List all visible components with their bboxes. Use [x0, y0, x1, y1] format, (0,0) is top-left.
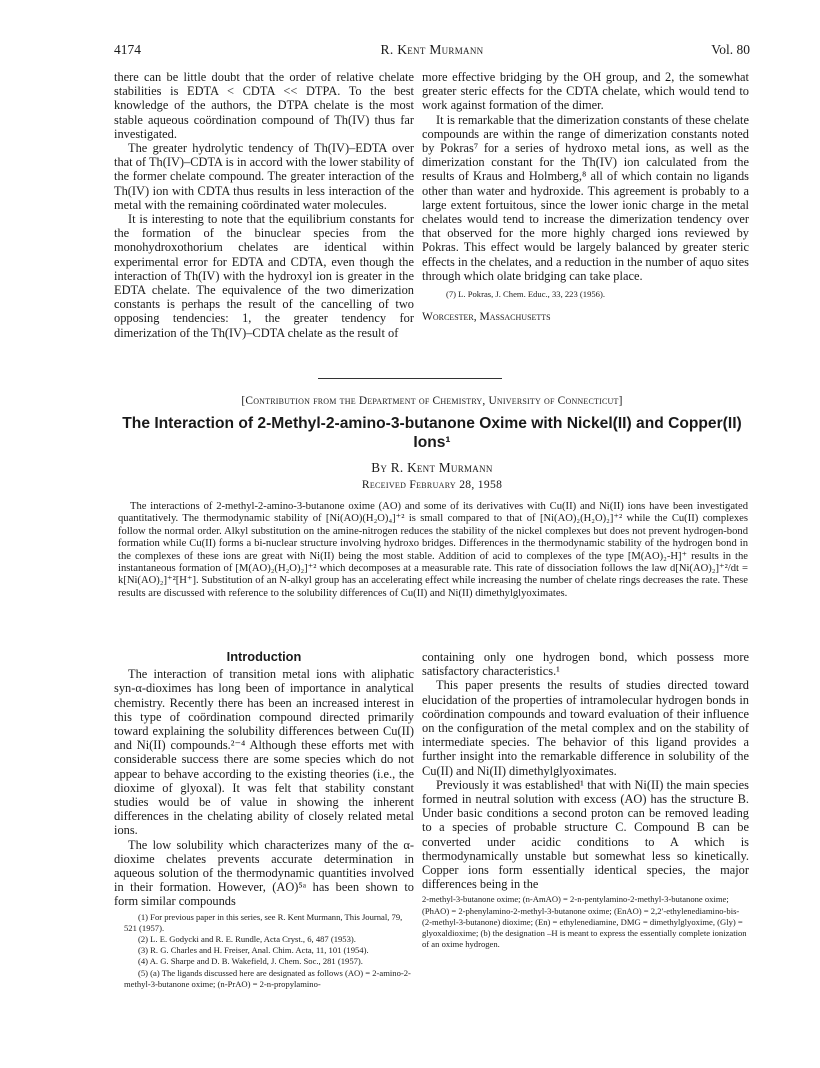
- footnote: (5) (a) The ligands discussed here are designated as follows (AO) = 2-amino-2-methyl-3-butanone oxime; (n-PrAO) = 2-n-propylamino-: [124, 967, 411, 989]
- footnote: (3) R. G. Charles and H. Freiser, Anal. Chim. Acta, 11, 101 (1954).: [138, 945, 369, 956]
- paragraph: It is remarkable that the dimerization constants of these chelate compounds are within the range of dimerization constants noted by Pokras⁷ for a series of hydroxo metal ions, as well as the dimerization constant for the Th(IV) ion calculated from the results of Kraus and Holmberg,⁸ all of which contain no ligands other than water and hydroxide. This agreement is probably to a large extent fortuitous, since the lower ionic charge in the metal chelates would tend to increase the dimerization tendency over that observed for the more highly charged ions reviewed by Pokras. This effect would be largely balanced by greater steric effects in the chelates, and a reduction in the number of aquo sites through which olate bridging can take place.: [422, 112, 749, 283]
- paragraph: there can be little doubt that the order of relative chelate stabilities is EDTA < CDTA << DTPA. To the best knowledge of the authors, the DTPA chelate is the most stable aqueous coördination compound of Th(IV) thus far investigated.: [114, 70, 414, 141]
- running-head: [114, 42, 750, 60]
- paragraph: The low solubility which characterizes many of the α-dioxime chelates prevents accurate determination in aqueous solution of the thermodynamic quantities involved in their formation. However, (AO)⁵ᵃ has been shown to form similar compounds: [114, 837, 414, 909]
- footnotes: [114, 912, 414, 990]
- place-line: Worcester, Massachusetts: [422, 311, 551, 324]
- footnote: (1) For previous paper in this series, see R. Kent Murmann, This Journal, 79, 521 (1957).: [124, 911, 403, 933]
- abstract: The interactions of 2-methyl-2-amino-3-butanone oxime (AO) and some of its derivatives with Cu(II) and Ni(II) ions have been investigated quantitatively. The thermodynamic stability of [Ni(AO)(H₂O)₄]⁺² is small compared to that of [Ni(AO)₂(H₂O)₂]⁺² while the Cu(II) complexes follow the normal order. Alkyl substitution on the amine-nitrogen reduces the stability of the nickel complexes but does not prevent hydrogen-bond formation while Cu(II) forms a bi-nuclear structure involving hydroxo bridges. Differences in the thermodynamic stability of the hydrogen bond in the complexes of these ions are great with Ni(II) being the most stable. Addition of acid to complexes of the type [M(AO)₂-H]⁺ results in the instantaneous formation of [M(AO)₂(H₂O)₂]⁺² which decomposes at a measurable rate. This rate of dissociation follows the law d[Ni(AO)₂]⁺²/dt = k[Ni(AO)₂]⁺²[H⁺]. Substitution of an N-alkyl group has an accelerating effect while increasing the number of chelate rings decreases the rate. These results are discussed with reference to the solubility differences of Cu(II) and Ni(II) dimethylglyoximates.: [118, 501, 748, 599]
- running-author: R. Kent Murmann: [380, 42, 484, 57]
- section-heading: Introduction: [226, 649, 302, 664]
- paragraph: The greater hydrolytic tendency of Th(IV)–EDTA over that of Th(IV)–CDTA is in accord with the lower stability of the former chelate compound. The greater interaction of the Th(IV) ion with CDTA thus results in less interaction of the metal with the remaining coördinated water molecules.: [114, 141, 414, 212]
- paragraph: This paper presents the results of studies directed toward elucidation of the properties of intramolecular hydrogen bonds in coördination compounds and toward evaluation of their influence on the configuration of the metal complex and on the stability of intermediate species. The behavior of this ligand provides a further insight into the remarkable difference in solubility of the Cu(II) and Ni(II) dimethylglyoximates.: [422, 678, 749, 778]
- paragraph: containing only one hydrogen bond, which possess more satisfactory characteristics.¹: [422, 650, 749, 679]
- volume-label: Vol. 80: [711, 42, 750, 57]
- separator-rule: [318, 378, 502, 379]
- page-number: 4174: [114, 42, 141, 57]
- footnote-continuation: 2-methyl-3-butanone oxime; (n-AmAO) = 2-n-pentylamino-2-methyl-3-butanone oxime; (PhAO) = 2-phenylamino-2-methyl-3-butanone oxime; (EnAO) = 2,2′-ethylenediamino-bis-(2-methyl-3-butanone) dioxime; (En) = ethylenediamine, DMG = dimethylglyoxime, (Gly) = glyoxaldioxime; (b) the designation –H is meant to express the essentially complete ionization of an oxime hydrogen.: [422, 894, 747, 950]
- received-date: Received February 28, 1958: [361, 478, 503, 491]
- article-left-column: [114, 650, 414, 990]
- paragraph: more effective bridging by the OH group, and 2, the somewhat greater steric effects for the CDTA chelate, which would tend to work against formation of the dimer.: [422, 70, 749, 113]
- paragraph: Previously it was established¹ that with Ni(II) the main species formed in neutral solution with excess (AO) has the structure B. Under basic conditions a second proton can be removed leading to a species of probable structure C. Compound B can be converted under acidic conditions to A which is thermodynamically unstable but somewhat less so kinetically. Copper ions form essentially identical species, the major differences being in the: [422, 777, 749, 892]
- prev-article-left-column: [114, 70, 414, 340]
- contribution-line: [Contribution from the Department of Chemistry, University of Connecticut]: [241, 395, 623, 407]
- article-right-column: [422, 650, 749, 950]
- byline: By R. Kent Murmann: [371, 460, 493, 475]
- paragraph: It is interesting to note that the equilibrium constants for the formation of the binuclear species from the monohydroxothorium chelates are identical within experimental error for EDTA and CDTA, even though the interaction of Th(IV) with the hydroxyl ion is greater in the EDTA chelate. The equivalence of the two dimerization constants is perhaps the result of the cancelling of two opposing tendencies: 1, the greater tendency for dimerization of the Th(IV)–CDTA chelate as the result of: [114, 212, 414, 340]
- footnote: (4) A. G. Sharpe and D. B. Wakefield, J. Chem. Soc., 281 (1957).: [138, 956, 363, 967]
- footnote-7: (7) L. Pokras, J. Chem. Educ., 33, 223 (1956).: [446, 289, 605, 300]
- footnote: (2) L. E. Godycki and R. E. Rundle, Acta Cryst., 6, 487 (1953).: [138, 934, 356, 945]
- prev-article-right-column: [422, 70, 749, 324]
- article-title: The Interaction of 2-Methyl-2-amino-3-butanone Oxime with Nickel(II) and Copper(II) Ions¹: [122, 415, 742, 451]
- paragraph: The interaction of transition metal ions with aliphatic syn-α-dioximes has long been of importance in analytical chemistry. Recently there has been an increased interest in this type of coördination compound directed primarily toward explaining the solubility differences between Cu(II) and Ni(II) compounds.²⁻⁴ Although these efforts met with considerable success there are some species which do not appear to behave according to the existing theories (i.e., the dioxime of glyoxal). It was felt that stability constant studies would be of value in showing the inherent differences in the chelating ability of closely related metal ions.: [114, 667, 414, 838]
